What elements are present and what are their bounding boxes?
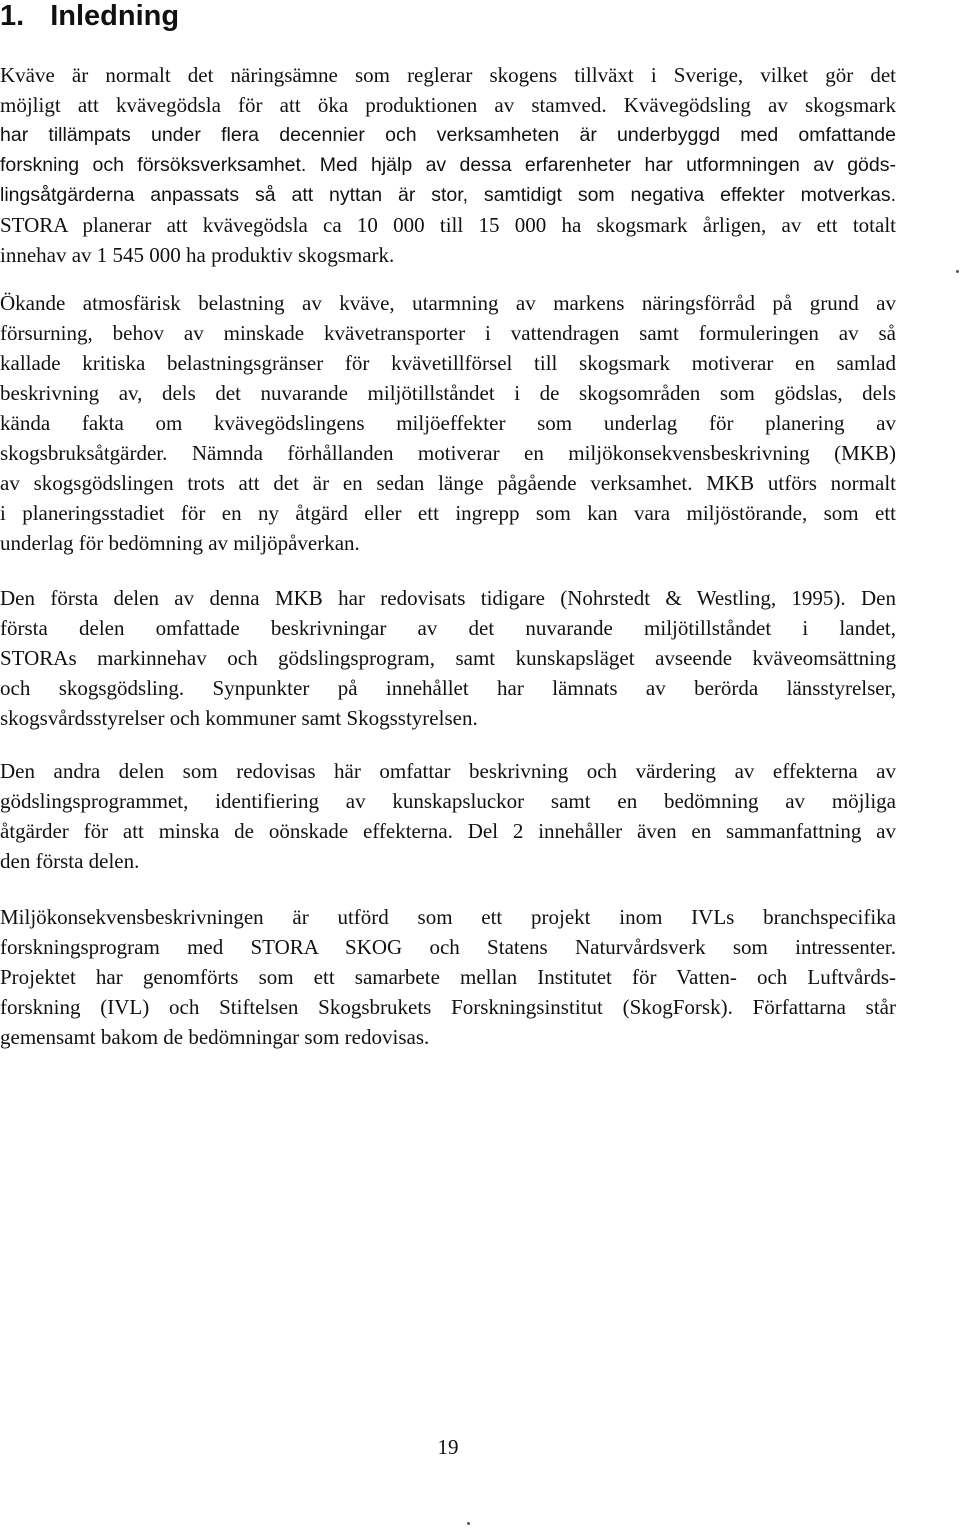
text-line: Miljökonsekvensbeskrivningen är utförd som ett projekt inom IVLs branchspecifika xyxy=(0,905,896,929)
text-line: Den första delen av denna MKB har redovisats tidigare (Nohrstedt & Westling, 1995). Den xyxy=(0,586,896,610)
page-number: 19 xyxy=(437,1435,459,1459)
text-line: Ökande atmosfärisk belastning av kväve, utarmning av markens näringsförråd på grund av xyxy=(0,291,896,315)
paragraph-5 xyxy=(0,902,896,1052)
section-heading xyxy=(0,0,179,32)
section-number: 1. xyxy=(0,0,25,32)
text-line: i planeringsstadiet för en ny åtgärd eller ett ingrepp som kan vara miljöstörande, som ett xyxy=(0,501,896,525)
text-line: forskning och försöksverksamhet. Med hjälp av dessa erfarenheter har utformningen av göds- xyxy=(0,154,896,176)
text-line: Kväve är normalt det näringsämne som reglerar skogens tillväxt i Sverige, vilket gör det xyxy=(0,63,896,87)
text-line: STORA planerar att kvävegödsla ca 10 000 till 15 000 ha skogsmark årligen, av ett totalt xyxy=(0,213,896,237)
text-line: gemensamt bakom de bedömningar som redovisas. xyxy=(0,1025,430,1049)
text-line: skogsvårdsstyrelser och kommuner samt Skogsstyrelsen. xyxy=(0,706,478,730)
text-line: innehav av 1 545 000 ha produktiv skogsmark. xyxy=(0,243,395,267)
text-line: och skogsgödsling. Synpunkter på innehållet har lämnats av berörda länsstyrelser, xyxy=(0,676,896,700)
text-line: försurning, behov av minskade kvävetransporter i vattendragen samt formuleringen av så xyxy=(0,321,896,345)
text-line: kända fakta om kvävegödslingens miljöeffekter som underlag för planering av xyxy=(0,411,896,435)
scan-speck xyxy=(956,270,959,273)
text-line: möjligt att kvävegödsla för att öka produktionen av stamved. Kvävegödsling av skogsmark xyxy=(0,93,896,117)
paragraph-4 xyxy=(0,756,896,876)
text-line: av skogsgödslingen trots att det är en sedan länge pågående verksamhet. MKB utförs normalt xyxy=(0,471,896,495)
text-line: åtgärder för att minska de oönskade effekterna. Del 2 innehåller även en sammanfattning av xyxy=(0,819,896,843)
text-line: den första delen. xyxy=(0,849,140,873)
text-line: lingsåtgärderna anpassats så att nyttan är stor, samtidigt som negativa effekter motverkas. xyxy=(0,184,896,206)
scan-speck xyxy=(467,1522,470,1525)
text-line: Projektet har genomförts som ett samarbete mellan Institutet för Vatten- och Luftvårds- xyxy=(0,965,896,989)
text-line: skogsbruksåtgärder. Nämnda förhållanden motiverar en miljökonsekvensbeskrivning (MKB) xyxy=(0,441,896,465)
text-line: beskrivning av, dels det nuvarande miljötillståndet i de skogsområden som gödslas, dels xyxy=(0,381,896,405)
text-line: första delen omfattade beskrivningar av det nuvarande miljötillståndet i landet, xyxy=(0,616,896,640)
text-line: gödslingsprogrammet, identifiering av kunskapsluckor samt en bedömning av möjliga xyxy=(0,789,896,813)
paragraph-3 xyxy=(0,583,896,733)
text-line: har tillämpats under flera decennier och verksamheten är underbyggd med omfattande xyxy=(0,124,896,146)
section-title: Inledning xyxy=(50,0,180,32)
text-line: forskningsprogram med STORA SKOG och Statens Naturvårdsverk som intressenter. xyxy=(0,935,896,959)
text-line: Den andra delen som redovisas här omfattar beskrivning och värdering av effekterna av xyxy=(0,759,896,783)
text-line: kallade kritiska belastningsgränser för kvävetillförsel till skogsmark motiverar en samlad xyxy=(0,351,896,375)
paragraph-1 xyxy=(0,60,896,270)
paragraph-2 xyxy=(0,288,896,558)
text-line: forskning (IVL) och Stiftelsen Skogsbrukets Forskningsinstitut (SkogForsk). Författarna står xyxy=(0,995,896,1019)
text-line: STORAs markinnehav och gödslingsprogram, samt kunskapsläget avseende kväveomsättning xyxy=(0,646,896,670)
text-line: underlag för bedömning av miljöpåverkan. xyxy=(0,531,360,555)
